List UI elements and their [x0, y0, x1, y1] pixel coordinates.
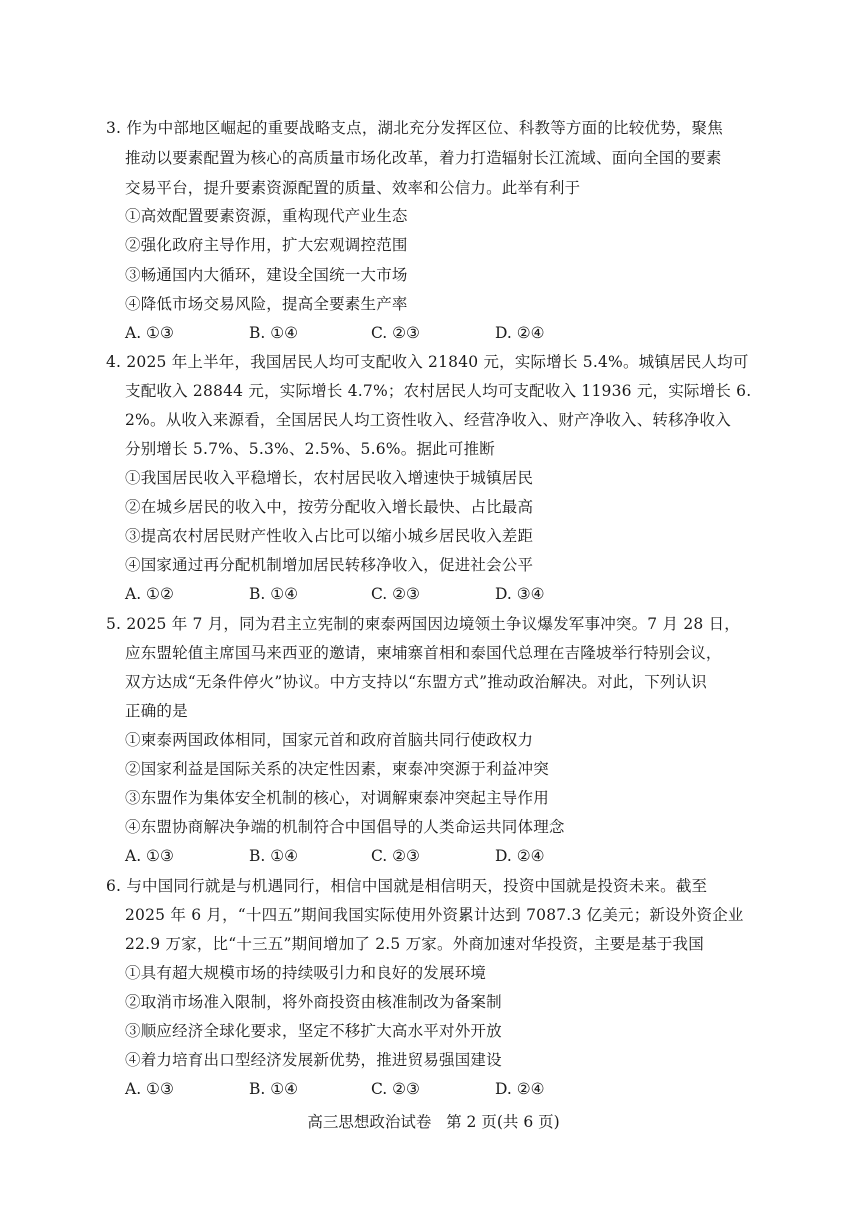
question-5-stem-line-1: 5. 2025 年 7 月，同为君主立宪制的柬泰两国因边境领土争议爆发军事冲突。7 月 28 日， — [106, 615, 740, 633]
question-6-choice-b: B. ①④ — [249, 1080, 299, 1098]
question-5-option-3: ③东盟作为集体安全机制的核心，对调解柬泰冲突起主导作用 — [125, 789, 549, 807]
question-5-choice-b: B. ①④ — [249, 847, 299, 865]
question-3-option-2: ②强化政府主导作用，扩大宏观调控范围 — [125, 236, 408, 254]
question-4-choice-c: C. ②③ — [371, 585, 420, 603]
question-3-stem-line-1: 3. 作为中部地区崛起的重要战略支点，湖北充分发挥区位、科教等方面的比较优势，聚焦 — [106, 119, 723, 137]
question-6-option-3: ③顺应经济全球化要求，坚定不移扩大高水平对外开放 — [125, 1022, 502, 1040]
question-6-option-2: ②取消市场准入限制，将外商投资由核准制改为备案制 — [125, 993, 502, 1011]
question-4-option-1: ①我国居民收入平稳增长，农村居民收入增速快于城镇居民 — [125, 469, 534, 487]
question-4-option-4: ④国家通过再分配机制增加居民转移净收入，促进社会公平 — [125, 556, 534, 574]
page-footer: 高三思想政治试卷 第 2 页(共 6 页) — [307, 1113, 560, 1131]
question-5-stem-line-2: 应东盟轮值主席国马来西亚的邀请，柬埔寨首相和泰国代总理在吉隆坡举行特别会议， — [125, 644, 722, 662]
question-5-stem-line-3: 双方达成“无条件停火”协议。中方支持以“东盟方式”推动政治解决。对此，下列认识 — [125, 673, 707, 691]
question-3-option-3: ③畅通国内大循环，建设全国统一大市场 — [125, 266, 408, 284]
question-6-option-1: ①具有超大规模市场的持续吸引力和良好的发展环境 — [125, 964, 487, 982]
question-4-choice-d: D. ③④ — [495, 585, 545, 603]
question-5-option-2: ②国家利益是国际关系的决定性因素，柬泰冲突源于利益冲突 — [125, 760, 549, 778]
question-6-stem-line-1: 6. 与中国同行就是与机遇同行，相信中国就是相信明天，投资中国就是投资未来。截至 — [106, 877, 708, 895]
question-5-choice-d: D. ②④ — [495, 847, 545, 865]
question-5-option-1: ①柬泰两国政体相同，国家元首和政府首脑共同行使政权力 — [125, 731, 534, 749]
question-6-choice-a: A. ①③ — [125, 1080, 174, 1098]
question-5-stem-line-4: 正确的是 — [125, 702, 188, 720]
question-4-stem-line-1: 4. 2025 年上半年，我国居民人均可支配收入 21840 元，实际增长 5.4%。城镇居民人均可 — [106, 353, 749, 371]
question-3-stem-line-3: 交易平台，提升要素资源配置的质量、效率和公信力。此举有利于 — [125, 179, 581, 197]
question-3-option-4: ④降低市场交易风险，提高全要素生产率 — [125, 295, 408, 313]
question-3-choice-b: B. ①④ — [249, 324, 299, 342]
question-4-option-2: ②在城乡居民的收入中，按劳分配收入增长最快、占比最高 — [125, 498, 534, 516]
question-4-stem-line-2: 支配收入 28844 元，实际增长 4.7%；农村居民人均可支配收入 11936 元，实际增长 6. — [125, 382, 752, 400]
question-4-option-3: ③提高农村居民财产性收入占比可以缩小城乡居民收入差距 — [125, 527, 534, 545]
question-6-choice-d: D. ②④ — [495, 1080, 545, 1098]
question-4-choice-b: B. ①④ — [249, 585, 299, 603]
question-6-option-4: ④着力培育出口型经济发展新优势，推进贸易强国建设 — [125, 1051, 502, 1069]
question-3-choice-c: C. ②③ — [371, 324, 420, 342]
question-6-choice-c: C. ②③ — [371, 1080, 420, 1098]
question-5-choice-a: A. ①③ — [125, 847, 174, 865]
question-4-stem-line-4: 分别增长 5.7%、5.3%、2.5%、5.6%。据此可推断 — [125, 440, 495, 458]
question-5-choice-c: C. ②③ — [371, 847, 420, 865]
question-3-choice-a: A. ①③ — [125, 324, 174, 342]
question-5-option-4: ④东盟协商解决争端的机制符合中国倡导的人类命运共同体理念 — [125, 818, 565, 836]
question-3-stem-line-2: 推动以要素配置为核心的高质量市场化改革，着力打造辐射长江流域、面向全国的要素 — [125, 149, 722, 167]
question-4-stem-line-3: 2%。从收入来源看，全国居民人均工资性收入、经营净收入、财产净收入、转移净收入 — [125, 411, 731, 429]
question-6-stem-line-3: 22.9 万家，比“十三五”期间增加了 2.5 万家。外商加速对华投资，主要是基于我国 — [125, 935, 704, 953]
question-3-choice-d: D. ②④ — [495, 324, 545, 342]
question-3-option-1: ①高效配置要素资源，重构现代产业生态 — [125, 207, 408, 225]
question-6-stem-line-2: 2025 年 6 月，“十四五”期间我国实际使用外资累计达到 7087.3 亿美元；新设外资企业 — [125, 906, 744, 924]
question-4-choice-a: A. ①② — [125, 585, 174, 603]
